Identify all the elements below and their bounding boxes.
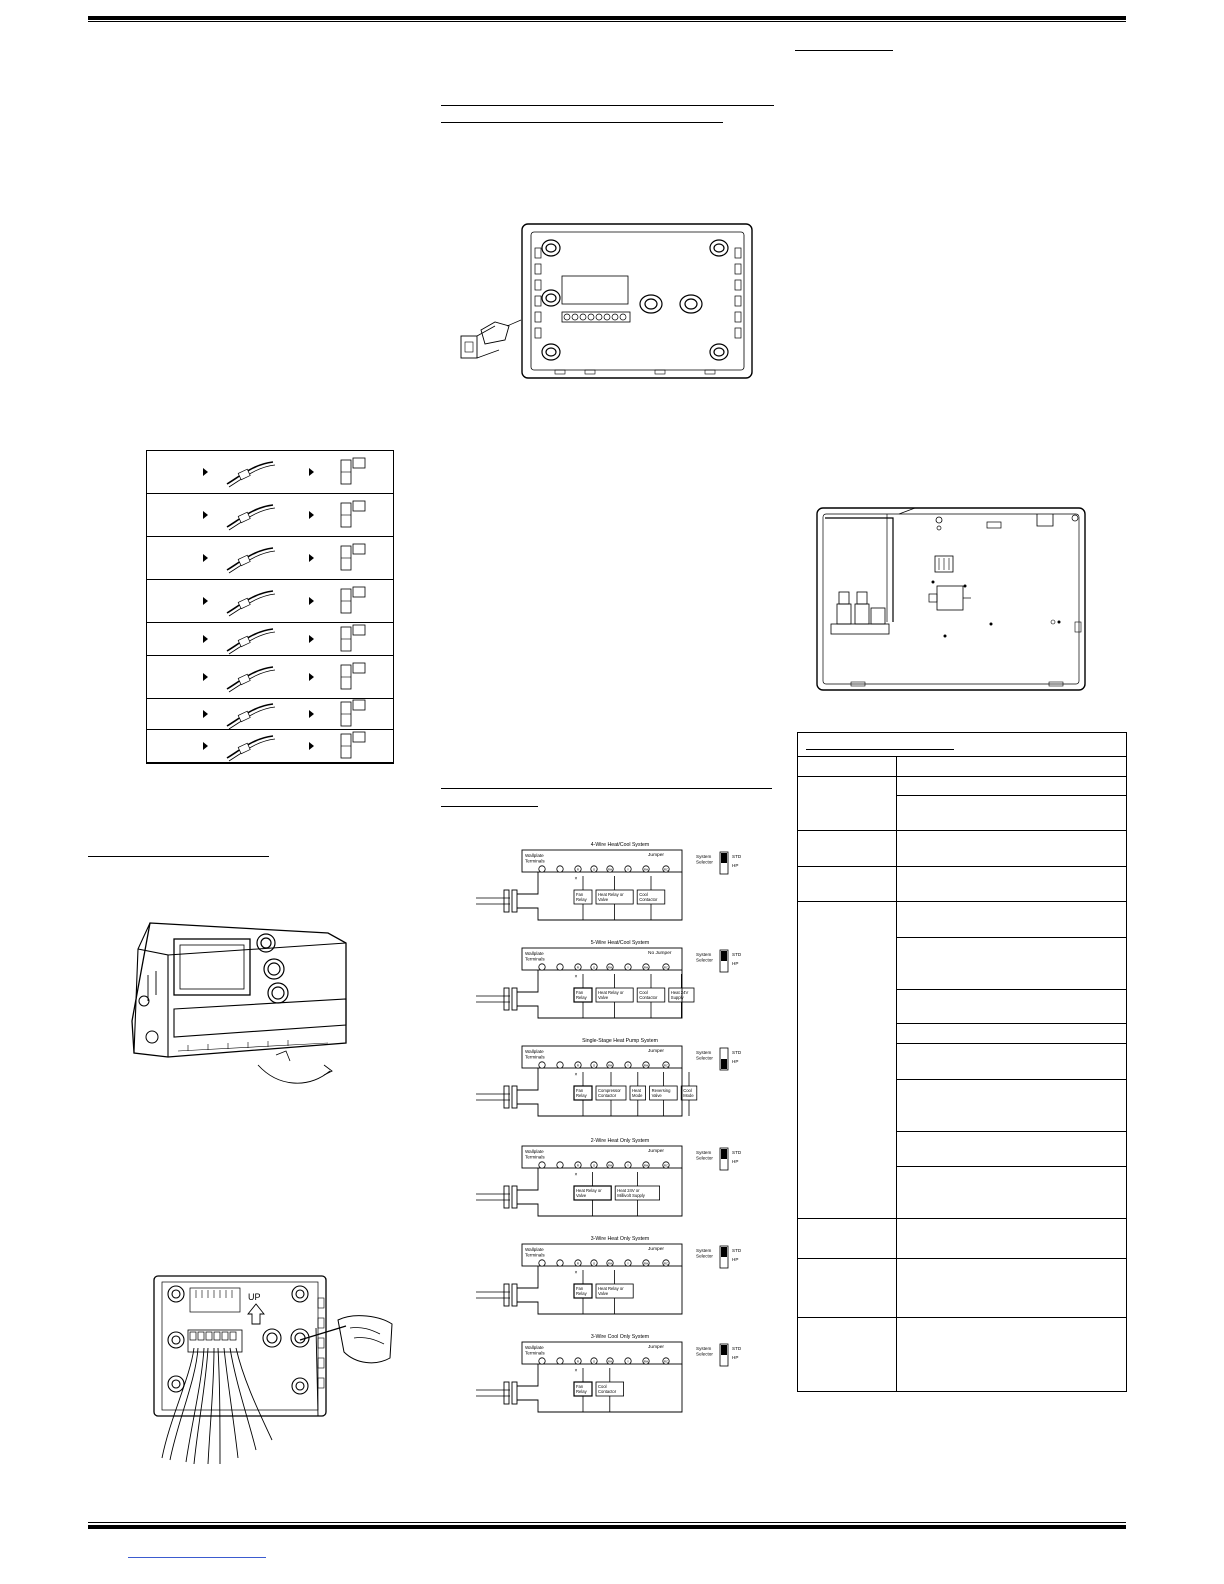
terminal-label-box	[353, 625, 365, 635]
hp-label: HP	[732, 1159, 739, 1164]
terminal-letter: RH	[643, 1063, 649, 1068]
wire	[227, 736, 273, 758]
selector-knob	[721, 853, 727, 863]
transformer-coil	[504, 988, 509, 1010]
arrow-icon	[203, 742, 208, 750]
wire	[517, 1266, 538, 1288]
arrow-icon	[309, 511, 314, 519]
terminal-letter: RH	[643, 1261, 649, 1266]
terminal-letter: R	[576, 1359, 580, 1364]
terminal-letter: RH	[643, 965, 649, 970]
arrow-icon	[203, 673, 208, 681]
section-heading-right-top	[795, 50, 893, 51]
std-label: STD	[732, 1248, 742, 1253]
diagram-title: 2-Wire Heat Only System	[590, 1138, 650, 1144]
wire	[227, 548, 273, 570]
hp-label: HP	[732, 1257, 739, 1262]
wire	[227, 704, 273, 726]
wallplate-terminals-label: Wallplate Terminals	[525, 1345, 545, 1356]
diagram-title: 3-Wire Cool Only System	[590, 1334, 650, 1340]
relay-label: Heat Relay or Valve	[598, 1286, 624, 1297]
terminal	[539, 1062, 545, 1068]
transformer-coil	[504, 1086, 509, 1108]
terminal	[539, 1260, 545, 1266]
section-heading-mid-wiring-1	[441, 788, 772, 789]
footer-link-underline[interactable]	[128, 1557, 266, 1558]
jumper-label: Jumper	[648, 853, 664, 858]
wire	[227, 505, 273, 527]
terminal-letter: R	[576, 1261, 580, 1266]
selector-knob	[721, 1345, 727, 1355]
transformer-coil	[512, 1382, 517, 1404]
terminal-label-box	[353, 663, 365, 673]
terminal	[539, 866, 545, 872]
terminal	[557, 866, 563, 872]
relay-label: Heat Mode	[632, 1088, 643, 1099]
terminal-letter: Y	[626, 1261, 630, 1266]
terminal-letter: RC	[663, 867, 669, 872]
terminal-letter: RH	[643, 867, 649, 872]
system-selector-label: System Selector	[696, 1346, 713, 1357]
wiring-diagrams	[470, 836, 770, 1426]
no-connect-mark: ×	[574, 876, 578, 882]
wire	[517, 1168, 538, 1190]
section-heading-mid-wiring-2	[441, 806, 538, 807]
relay-label: Cool Contactor	[598, 1384, 617, 1395]
terminal-letter: RH	[643, 1163, 649, 1168]
system-selector-label: System Selector	[696, 1050, 713, 1061]
arrow-icon	[203, 710, 208, 718]
wire	[517, 970, 538, 992]
thermostat-front-figure	[128, 905, 360, 1095]
terminal-letter: RH	[607, 965, 613, 970]
terminal-letter: RC	[663, 1261, 669, 1266]
std-label: STD	[732, 854, 742, 859]
selector-knob	[721, 1149, 727, 1159]
relay-label: Fan Relay	[576, 1384, 587, 1395]
wire-identification-table	[146, 450, 394, 764]
wallplate-terminals-label: Wallplate Terminals	[525, 1149, 545, 1160]
terminal-letter: G	[592, 1261, 596, 1266]
relay-label: Reversing Valve	[651, 1088, 671, 1099]
terminal-letter: RH	[607, 1063, 613, 1068]
terminal-label-box	[353, 732, 365, 742]
wallplate-terminals-label: Wallplate Terminals	[525, 1247, 545, 1258]
terminal-letter: RH	[607, 867, 613, 872]
arrow-icon	[203, 554, 208, 562]
diagram-title: 3-Wire Heat Only System	[590, 1236, 650, 1242]
jumper-label: Jumper	[648, 1247, 664, 1252]
terminal-letter: RH	[607, 1163, 613, 1168]
terminal-label-box	[353, 458, 365, 468]
terminal-letter: G	[592, 1163, 596, 1168]
transformer-coil	[504, 1382, 509, 1404]
diagram-title: 4-Wire Heat/Cool System	[590, 842, 650, 848]
relay-label: Cool Contactor	[639, 892, 658, 903]
relay-label: Heat 24V Supply	[670, 990, 689, 1001]
wallplate-terminals-label: Wallplate Terminals	[525, 1049, 545, 1060]
wire	[517, 1068, 538, 1090]
terminal-letter: RC	[663, 1163, 669, 1168]
relay-label: Compressor Contactor	[598, 1088, 621, 1099]
arrow-icon	[203, 597, 208, 605]
terminal-letter: G	[592, 867, 596, 872]
jumper-label: No Jumper	[648, 951, 672, 956]
wire	[227, 591, 273, 613]
selector-knob	[721, 1247, 727, 1257]
terminal-letter: Y	[626, 965, 630, 970]
wiring-diagram	[476, 1236, 742, 1314]
terminal-label-box	[353, 700, 365, 710]
transformer-coil	[504, 1186, 509, 1208]
hp-label: HP	[732, 863, 739, 868]
wiring-diagram	[476, 1138, 742, 1216]
terminal-letter: G	[592, 965, 596, 970]
diagram-title: Single-Stage Heat Pump System	[582, 1038, 658, 1044]
terminal-letter: Y	[626, 1063, 630, 1068]
terminal-letter: G	[592, 1063, 596, 1068]
arrow-icon	[309, 673, 314, 681]
wire	[227, 629, 273, 651]
hp-label: HP	[732, 1355, 739, 1360]
thermostat-back-pcb-figure	[815, 504, 1087, 694]
wiring-diagram	[476, 842, 742, 920]
relay-label: Fan Relay	[576, 1088, 587, 1099]
terminal	[557, 1260, 563, 1266]
terminal	[539, 1358, 545, 1364]
terminal	[557, 1062, 563, 1068]
relay-label: Fan Relay	[576, 990, 587, 1001]
wire	[227, 667, 273, 689]
terminal-letter: RH	[607, 1261, 613, 1266]
transformer-coil	[512, 1186, 517, 1208]
terminal-letter: RH	[643, 1359, 649, 1364]
terminal-letter: Y	[626, 1359, 630, 1364]
arrow-icon	[309, 742, 314, 750]
spec-table-header	[798, 733, 1126, 757]
arrow-icon	[309, 710, 314, 718]
bottom-rule-thin	[88, 1522, 1126, 1523]
relay-label: Heat Relay or Valve	[576, 1188, 602, 1199]
top-rule	[88, 16, 1126, 20]
section-heading-mid-top-2	[441, 122, 723, 123]
wire	[517, 872, 538, 894]
wiring-diagram	[476, 1038, 742, 1116]
terminal-letter: Y	[626, 867, 630, 872]
terminal-letter: RC	[663, 1063, 669, 1068]
no-connect-mark: ×	[574, 974, 578, 980]
wire	[517, 1364, 538, 1386]
terminal-letter: R	[576, 1163, 580, 1168]
std-label: STD	[732, 1150, 742, 1155]
jumper-label: Jumper	[648, 1345, 664, 1350]
arrow-icon	[309, 597, 314, 605]
arrow-icon	[203, 511, 208, 519]
jumper-label: Jumper	[648, 1049, 664, 1054]
std-label: STD	[732, 1346, 742, 1351]
no-connect-mark: ×	[574, 1368, 578, 1374]
relay-label: Fan Relay	[576, 892, 587, 903]
wiring-diagram	[476, 1334, 742, 1412]
terminal-label-box	[353, 501, 365, 511]
terminal-letter: G	[592, 1359, 596, 1364]
relay-label: Heat 24V or Millivolt Supply	[617, 1188, 645, 1199]
terminal-letter: R	[576, 1063, 580, 1068]
terminal	[539, 1162, 545, 1168]
selector-knob	[721, 1059, 727, 1069]
transformer-coil	[512, 890, 517, 912]
relay-label: Fan Relay	[576, 1286, 587, 1297]
terminal	[557, 964, 563, 970]
relay-label: Cool Mode	[683, 1088, 694, 1099]
wallplate-terminals-label: Wallplate Terminals	[525, 951, 545, 962]
transformer-coil	[512, 1284, 517, 1306]
terminal-label-box	[353, 587, 365, 597]
diagram-title: 5-Wire Heat/Cool System	[590, 940, 650, 946]
jumper-label: Jumper	[648, 1149, 664, 1154]
top-rule-thin	[88, 21, 1126, 22]
hp-label: HP	[732, 1059, 739, 1064]
no-connect-mark: ×	[574, 1072, 578, 1078]
relay-label: Cool Contactor	[639, 990, 658, 1001]
wiring-diagram	[476, 940, 742, 1018]
wire-row-graphics	[147, 451, 393, 763]
wallplate-terminals-label: Wallplate Terminals	[525, 853, 545, 864]
arrow-icon	[309, 635, 314, 643]
relay-label: Heat Relay or Valve	[598, 892, 624, 903]
transformer-coil	[504, 890, 509, 912]
terminal	[539, 964, 545, 970]
terminal-label-box	[353, 544, 365, 554]
system-selector-label: System Selector	[696, 1150, 713, 1161]
std-label: STD	[732, 1050, 742, 1055]
arrow-icon	[309, 554, 314, 562]
terminal-letter: R	[576, 965, 580, 970]
terminal-letter: RH	[607, 1359, 613, 1364]
std-label: STD	[732, 952, 742, 957]
transformer-coil	[504, 1284, 509, 1306]
transformer-coil	[512, 1086, 517, 1108]
system-selector-label: System Selector	[696, 1248, 713, 1259]
terminal-letter: R	[576, 867, 580, 872]
up-label: UP	[248, 1292, 261, 1302]
section-heading-left-install	[88, 856, 269, 857]
transformer-coil	[512, 988, 517, 1010]
arrow-icon	[309, 468, 314, 476]
selector-knob	[721, 951, 727, 961]
arrow-icon	[203, 468, 208, 476]
subbase-figure	[455, 218, 767, 382]
system-selector-label: System Selector	[696, 854, 713, 865]
bottom-rule	[88, 1525, 1126, 1529]
relay-label: Heat Relay or Valve	[598, 990, 624, 1001]
no-connect-mark: ×	[574, 1270, 578, 1276]
specifications-table	[797, 732, 1127, 1392]
no-connect-mark: ×	[574, 1172, 578, 1178]
section-heading-mid-top-1	[441, 105, 774, 106]
subbase-mounting-figure	[140, 1268, 396, 1470]
terminal-letter: Y	[626, 1163, 630, 1168]
terminal-letter: RC	[663, 965, 669, 970]
system-selector-label: System Selector	[696, 952, 713, 963]
terminal	[557, 1162, 563, 1168]
hp-label: HP	[732, 961, 739, 966]
wire	[227, 462, 273, 484]
arrow-icon	[203, 635, 208, 643]
terminal-letter: RC	[663, 1359, 669, 1364]
terminal	[557, 1358, 563, 1364]
